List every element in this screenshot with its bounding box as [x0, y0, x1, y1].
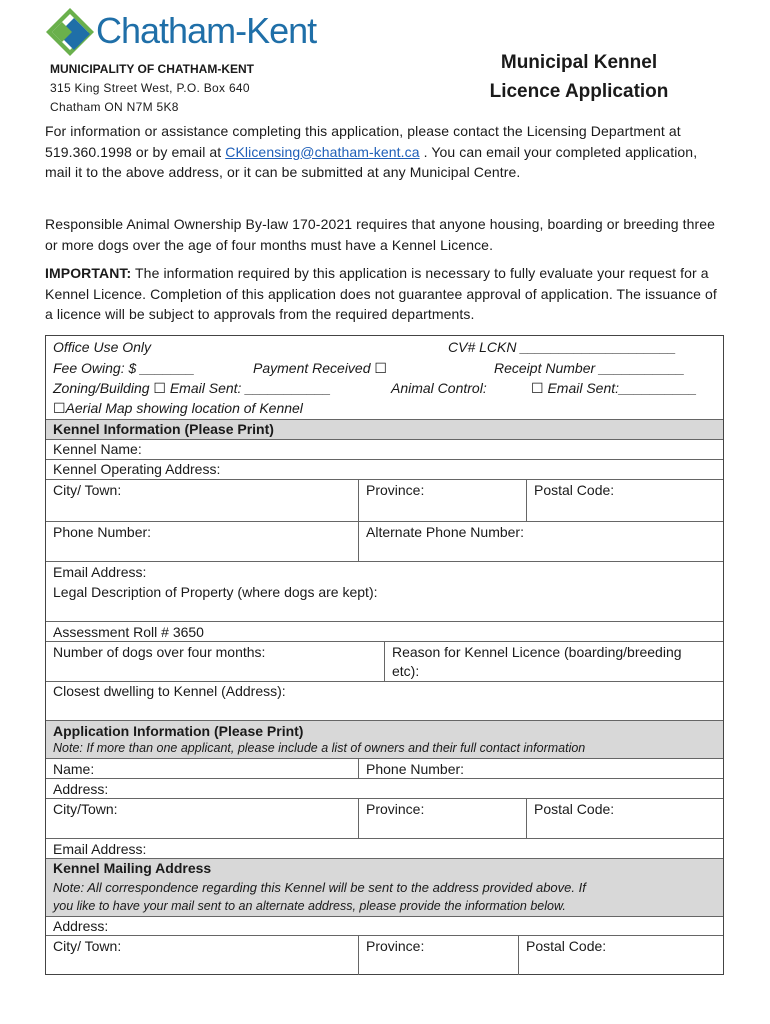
org-name: MUNICIPALITY OF CHATHAM-KENT — [50, 62, 254, 76]
intro-paragraph-contact — [45, 121, 725, 183]
kennel-section-header: Kennel Information (Please Print) — [53, 421, 274, 437]
address-line-2: Chatham ON N7M 5K8 — [50, 100, 179, 114]
receipt-number-field[interactable]: Receipt Number ___________ — [494, 360, 685, 376]
payment-received-checkbox[interactable]: Payment Received ☐ — [253, 360, 387, 376]
divider — [46, 778, 723, 779]
applicant-postal-code-field[interactable]: Postal Code: — [534, 801, 615, 817]
intro-text: For information or assistance completing this application, please contact the Licensing Department at 519.360.1998 or by email at — [45, 123, 681, 160]
divider — [46, 439, 723, 440]
kennel-alt-phone-field[interactable]: Alternate Phone Number: — [366, 524, 524, 540]
applicant-phone-field[interactable]: Phone Number: — [366, 761, 465, 777]
application-section-header: Application Information (Please Print) — [53, 723, 304, 739]
intro-paragraph-important — [45, 263, 725, 325]
mailing-province-field[interactable]: Province: — [366, 938, 425, 954]
intro-paragraph-bylaw: Responsible Animal Ownership By-law 170-2021 requires that anyone housing, boarding or breeding three or more dogs over the age of four months must have a Kennel Licence. — [45, 216, 716, 253]
kennel-name-field[interactable]: Kennel Name: — [53, 441, 142, 457]
aerial-map-checkbox[interactable]: ☐Aerial Map showing location of Kennel — [53, 400, 303, 416]
kennel-phone-field[interactable]: Phone Number: — [53, 524, 152, 540]
fee-owing-field[interactable]: Fee Owing: $ _______ — [53, 360, 195, 376]
kennel-operating-address-field[interactable]: Kennel Operating Address: — [53, 461, 221, 477]
kennel-reason-field-cont: etc): — [392, 663, 420, 679]
divider — [358, 798, 359, 838]
divider — [518, 935, 519, 975]
address-line-1: 315 King Street West, P.O. Box 640 — [50, 81, 250, 95]
divider — [358, 521, 359, 561]
applicant-address-field[interactable]: Address: — [53, 781, 109, 797]
application-form — [45, 335, 724, 975]
divider — [46, 838, 723, 839]
applicant-province-field[interactable]: Province: — [366, 801, 425, 817]
office-use-title: Office Use Only — [53, 339, 152, 355]
applicant-name-field[interactable]: Name: — [53, 761, 95, 777]
intro-text-end: . You can email your completed application, mail it to the above address, or it can be submitted at any Municipal Centre. — [45, 143, 698, 180]
mailing-section-header: Kennel Mailing Address — [53, 860, 212, 876]
zoning-email-checkbox[interactable]: Zoning/Building ☐ Email Sent: ___________ — [53, 380, 331, 396]
number-of-dogs-field[interactable]: Number of dogs over four months: — [53, 644, 266, 660]
divider — [526, 798, 527, 838]
divider — [358, 935, 359, 975]
divider — [526, 479, 527, 521]
mailing-city-field[interactable]: City/ Town: — [53, 938, 122, 954]
title-line-2: Licence Application — [489, 81, 669, 102]
animal-control-email-checkbox[interactable]: ☐ Email Sent:__________ — [531, 380, 697, 396]
animal-control-label: Animal Control: — [391, 380, 487, 396]
title-line-1: Municipal Kennel — [500, 52, 658, 73]
assessment-roll-field[interactable]: Assessment Roll # 3650 — [53, 624, 204, 640]
kennel-postal-code-field[interactable]: Postal Code: — [534, 482, 615, 498]
important-text: The information required by this application is necessary to fully evaluate your request for a Kennel Licence. Completion of this application does not guarantee approval of application. The issuance of a licence will be subject to approvals from the required departments. — [45, 265, 717, 322]
kennel-reason-field[interactable]: Reason for Kennel Licence (boarding/breeding — [392, 644, 682, 660]
applicant-email-field[interactable]: Email Address: — [53, 841, 147, 857]
logo-wordmark: Chatham-Kent — [96, 10, 317, 51]
divider — [358, 758, 359, 778]
kennel-province-field[interactable]: Province: — [366, 482, 425, 498]
divider — [384, 641, 385, 681]
divider — [46, 561, 723, 562]
document-title — [470, 48, 688, 106]
divider — [46, 916, 723, 917]
cv-lckn-field[interactable]: CV# LCKN ____________________ — [448, 339, 677, 355]
kennel-city-field[interactable]: City/ Town: — [53, 482, 122, 498]
licensing-email-link[interactable]: CKlicensing@chatham-kent.ca — [225, 143, 420, 160]
mailing-note-line-2: you like to have your mail sent to an alternate address, please provide the information below. — [53, 899, 566, 913]
divider — [358, 479, 359, 521]
application-note: Note: If more than one applicant, please include a list of owners and their full contact information — [53, 741, 586, 755]
mailing-note-line-1: Note: All correspondence regarding this Kennel will be sent to the address provided above. If — [53, 880, 586, 895]
mailing-postal-code-field[interactable]: Postal Code: — [526, 938, 607, 954]
mailing-address-field[interactable]: Address: — [53, 918, 109, 934]
applicant-city-field[interactable]: City/Town: — [53, 801, 118, 817]
kennel-email-field[interactable]: Email Address: — [53, 564, 147, 580]
important-label: IMPORTANT: — [45, 265, 132, 281]
closest-dwelling-field[interactable]: Closest dwelling to Kennel (Address): — [53, 683, 286, 699]
legal-description-field[interactable]: Legal Description of Property (where dogs are kept): — [53, 584, 378, 600]
